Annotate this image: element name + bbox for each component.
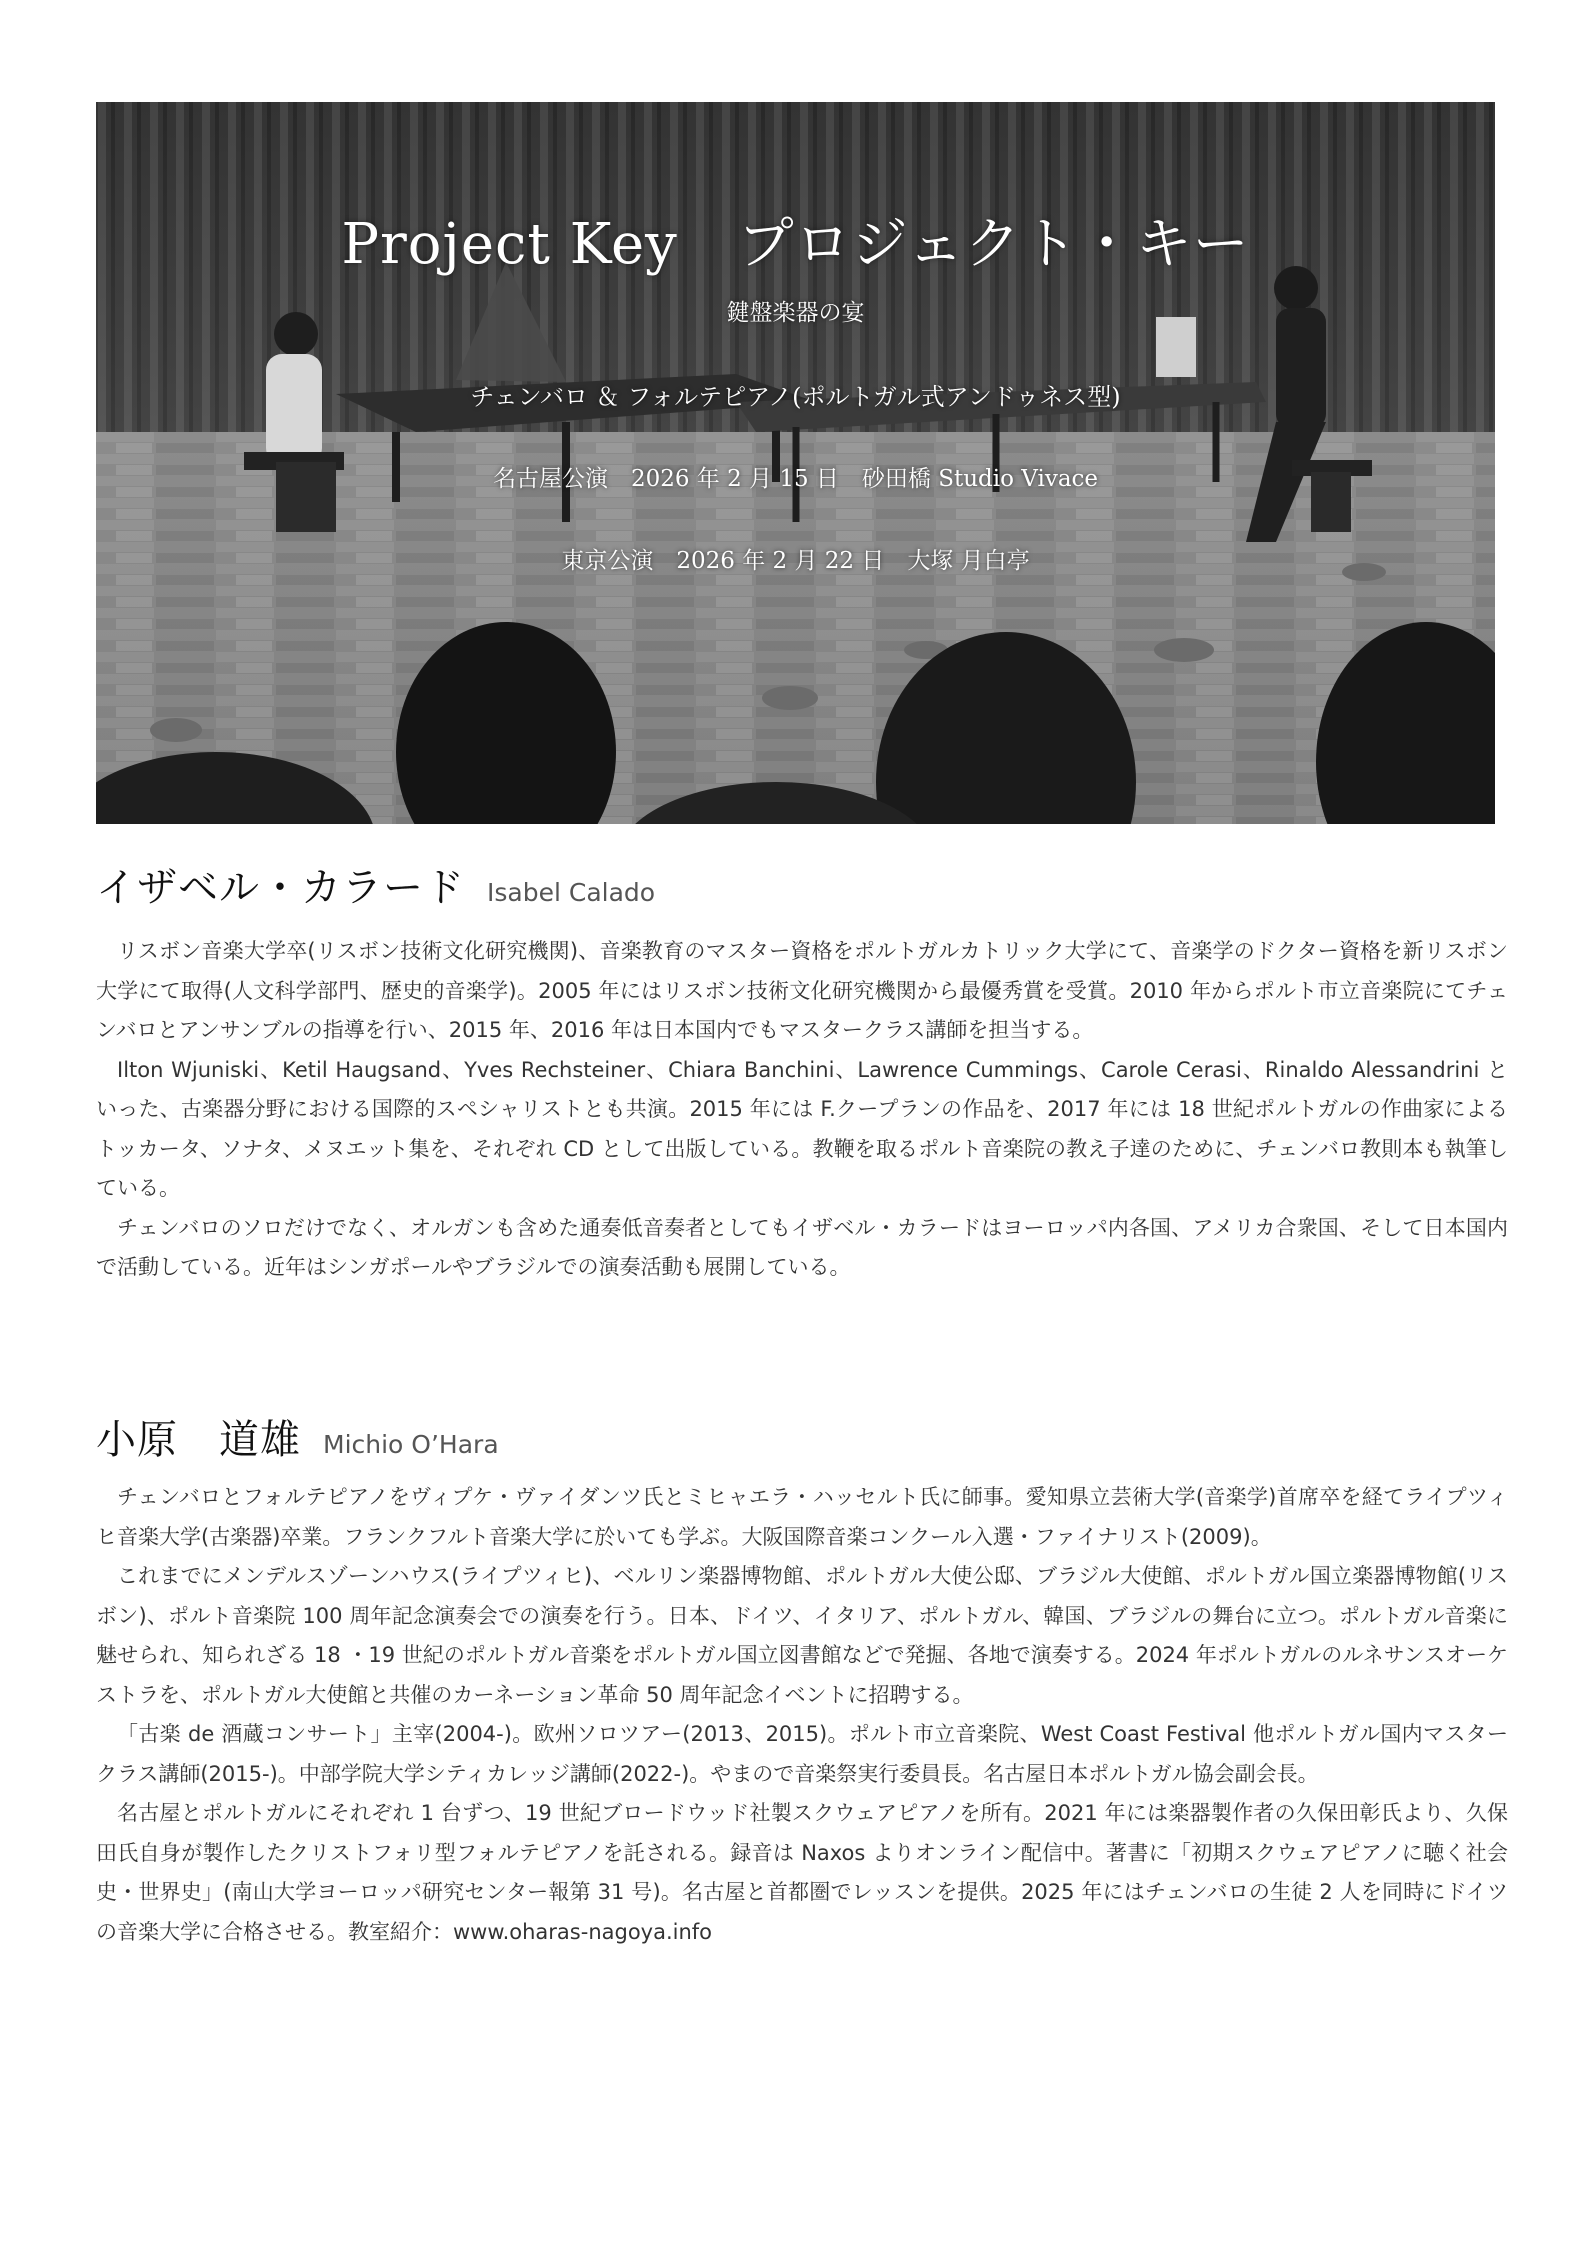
performer-name-en: Isabel Calado	[487, 878, 656, 907]
bio-paragraph: 名古屋とポルトガルにそれぞれ 1 台ずつ、19 世紀ブロードウッド社製スクウェアピアノを所有。2021 年には楽器製作者の久保田彰氏より、久保田氏自身が製作したクリストフォリ型フォルテピアノを託される。録音は Naxos よりオンライン配信中。著書に「初期スクウェアピアノに聴く社会史・世界史」(南山大学ヨーロッパ研究センター報第 31 号)。名古屋と首都圏でレッスンを提供。2025 年にはチェンバロの生徒 2 人を同時にドイツの音楽大学に合格させる。教室紹介：www.oharas-nagoya.info	[96, 1801, 1508, 1944]
instruments-line: チェンバロ ＆ フォルテピアノ(ポルトガル式アンドゥネス型)	[470, 383, 1121, 411]
bio-paragraph: チェンバロのソロだけでなく、オルガンも含めた通奏低音奏者としてもイザベル・カラードはヨーロッパ内各国、アメリカ合衆国、そして日本国内で活動している。近年はシンガポールやブラジルでの演奏活動も展開している。	[96, 1215, 1508, 1279]
bio-paragraph: チェンバロとフォルテピアノをヴィプケ・ヴァイダンツ氏とミヒャエラ・ハッセルト氏に師事。愛知県立芸術大学(音楽学)首席卒を経てライプツィヒ音楽大学(古楽器)卒業。フランクフルト音楽大学に於いても学ぶ。大阪国際音楽コンクール入選・ファイナリスト(2009)。	[96, 1485, 1508, 1549]
bio-body	[96, 1478, 1508, 1952]
title-en: Project Key	[341, 212, 678, 277]
performer-name-ja: 小原 道雄	[96, 1417, 301, 1463]
concert-title	[96, 200, 1495, 280]
performer-name-en: Michio O’Hara	[323, 1430, 499, 1459]
concert-subtitle: 鍵盤楽器の宴	[726, 300, 865, 326]
bio-paragraph: Ilton Wjuniski、Ketil Haugsand、Yves Rechsteiner、Chiara Banchini、Lawrence Cummings、Carole Cerasi、Rinaldo Alessandrini といった、古楽器分野における国際的スペシャリストとも共演。2015 年には F.クープランの作品を、2017 年には 18 世紀ポルトガルの作曲家によるトッカータ、ソナタ、メヌエット集を、それぞれ CD として出版している。教鞭を取るポルト音楽院の教え子達のために、チェンバロ教則本も執筆している。	[96, 1057, 1508, 1200]
bio-michio-ohara	[96, 1408, 1508, 1952]
hero-overlay	[96, 102, 1495, 824]
bio-paragraph: リスボン音楽大学卒(リスボン技術文化研究機関)、音楽教育のマスター資格をポルトガルカトリック大学にて、音楽学のドクター資格を新リスボン大学にて取得(人文科学部門、歴史的音楽学)。2005 年にはリスボン技術文化研究機関から最優秀賞を受賞。2010 年からポルト市立音楽院にてチェンバロとアンサンブルの指導を行い、2015 年、2016 年は日本国内でもマスタークラス講師を担当する。	[96, 939, 1508, 1042]
nagoya-performance: 名古屋公演 2026 年 2 月 15 日 砂田橋 Studio Vivace	[492, 466, 1099, 492]
bio-heading	[96, 1408, 1508, 1464]
bio-heading	[96, 856, 1508, 912]
bio-isabel-calado	[96, 856, 1508, 1288]
bio-paragraph: これまでにメンデルスゾーンハウス(ライプツィヒ)、ベルリン楽器博物館、ポルトガル大使公邸、ブラジル大使館、ポルトガル国立楽器博物館(リスボン)、ポルト音楽院 100 周年記念演奏会での演奏を行う。日本、ドイツ、イタリア、ポルトガル、韓国、ブラジルの舞台に立つ。ポルトガル音楽に魅せられ、知られざる 18 ・19 世紀のポルトガル音楽をポルトガル国立図書館などで発掘、各地で演奏する。2024 年ポルトガルのルネサンスオーケストラを、ポルトガル大使館と共催のカーネーション革命 50 周年記念イベントに招聘する。	[96, 1564, 1508, 1707]
performer-name-ja: イザベル・カラード	[96, 865, 465, 911]
concert-photo	[96, 102, 1495, 824]
bio-paragraph: 「古楽 de 酒蔵コンサート」主宰(2004-)。欧州ソロツアー(2013、2015)。ポルト市立音楽院、West Coast Festival 他ポルトガル国内マスタークラス講師(2015-)。中部学院大学シティカレッジ講師(2022-)。やまので音楽祭実行委員長。名古屋日本ポルトガル協会副会長。	[96, 1722, 1508, 1786]
tokyo-performance: 東京公演 2026 年 2 月 22 日 大塚 月白亭	[561, 548, 1030, 574]
title-ja: プロジェクト・キー	[737, 212, 1250, 277]
bio-body	[96, 932, 1508, 1288]
